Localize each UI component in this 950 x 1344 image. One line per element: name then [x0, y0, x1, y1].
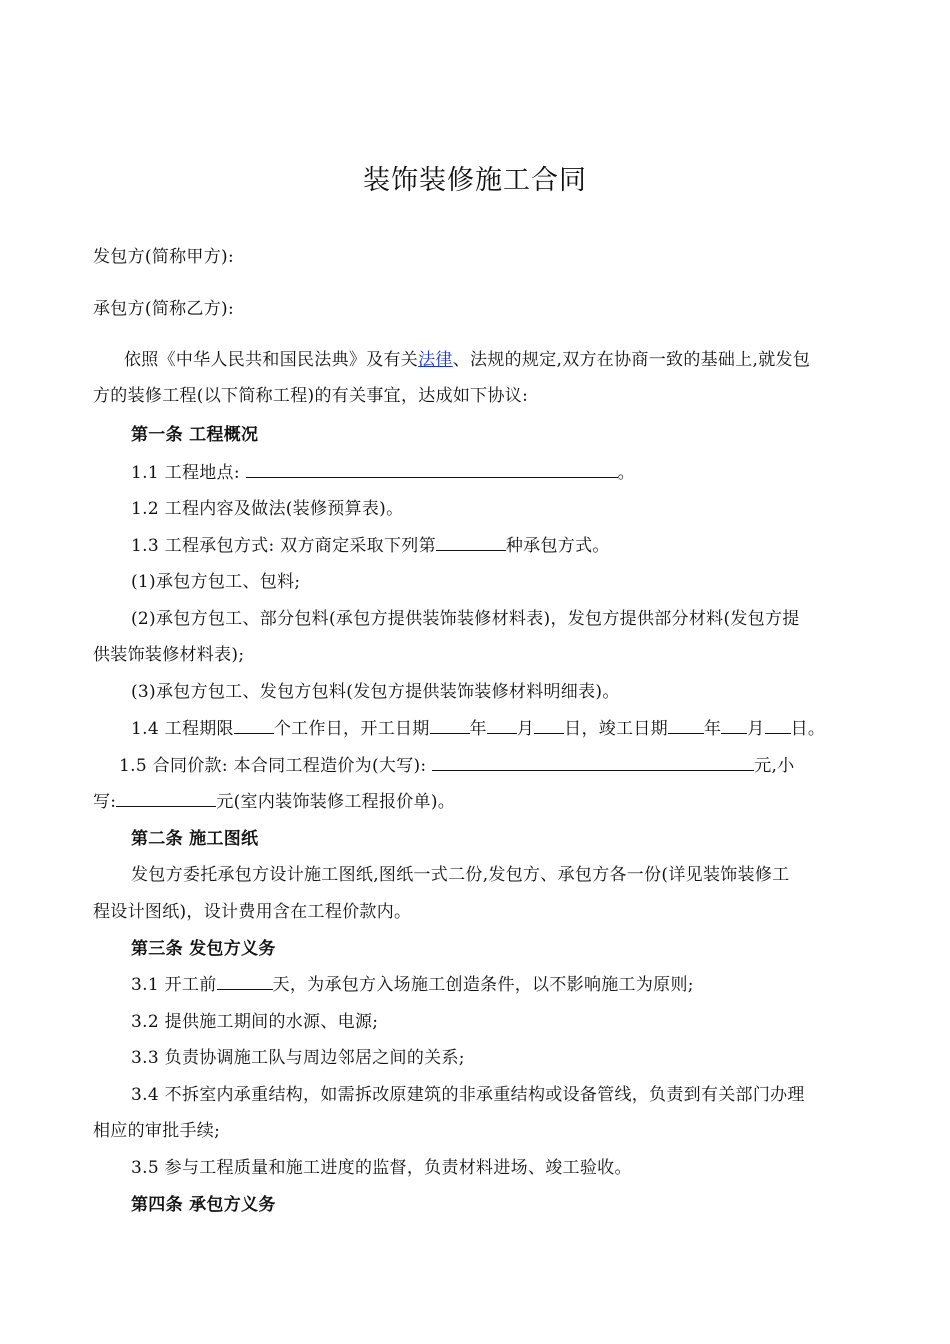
- item-1-3-text-b: 种承包方式。: [505, 536, 610, 556]
- item-1-5-text-a: 1.5 合同价款: 本合同工程造价为(大写):: [119, 756, 427, 776]
- item-1-1-label: 1.1 工程地点:: [131, 463, 240, 483]
- item-3-4-line-2: 相应的审批手续;: [93, 1121, 221, 1141]
- intro-paragraph-line-2: 方的装修工程(以下简称工程)的有关事宜，达成如下协议:: [93, 386, 529, 406]
- party-b-line: 承包方(简称乙方):: [93, 299, 234, 319]
- option-1: (1)承包方包工、包料;: [131, 572, 301, 592]
- item-1-4-text-h: 日。: [790, 719, 826, 739]
- item-1-1: [131, 460, 635, 486]
- item-3-4-line-1: 3.4 不拆室内承重结构，如需拆改原建筑的非承重结构或设备管线，负责到有关部门办理: [131, 1085, 805, 1105]
- item-1-4-text-c: 年: [469, 719, 487, 739]
- item-1-4: [131, 716, 825, 742]
- item-1-4-text-a: 1.4 工程期限: [131, 719, 234, 739]
- item-1-4-text-d: 月: [516, 719, 535, 739]
- item-3-1: [131, 972, 694, 998]
- item-1-1-end: 。: [617, 463, 635, 483]
- article-4-heading: 第四条 承包方义务: [131, 1195, 276, 1215]
- item-1-4-text-f: 年: [703, 719, 722, 739]
- item-1-4-text-b: 个工作日，开工日期: [273, 719, 430, 739]
- end-day-blank: [765, 717, 791, 734]
- intro-paragraph-line-1: [124, 347, 810, 373]
- item-3-1-text-a: 3.1 开工前: [131, 975, 217, 995]
- option-2-line-1: (2)承包方包工、部分包料(承包方提供装饰装修材料表)，发包方提供部分材料(发包方提: [131, 609, 800, 629]
- option-2-line-2: 供装饰装修材料表);: [93, 645, 245, 665]
- article-1-heading: 第一条 工程概况: [131, 425, 259, 445]
- option-3: (3)承包方包工、发包方包料(发包方提供装饰装修材料明细表)。: [131, 682, 620, 702]
- price-number-blank: [116, 790, 216, 807]
- article-2-line-1: 发包方委托承包方设计施工图纸,图纸一式二份,发包方、承包方各一份(详见装饰装修工: [131, 865, 790, 885]
- article-2-line-2: 程设计图纸)，设计费用含在工程价款内。: [93, 902, 412, 922]
- article-2-heading: 第二条 施工图纸: [131, 829, 259, 849]
- article-3-heading: 第三条 发包方义务: [131, 939, 276, 959]
- start-month-blank: [487, 717, 517, 734]
- law-link[interactable]: 法律: [418, 350, 453, 370]
- intro-text-b: 、法规的规定,双方在协商一致的基础上,就发包: [452, 350, 811, 370]
- item-1-5-line-1: [119, 753, 795, 779]
- item-1-5-text-c: 写:: [93, 792, 117, 812]
- item-1-5-text-d: 元(室内装饰装修工程报价单)。: [216, 792, 456, 812]
- work-days-blank: [234, 717, 274, 734]
- location-blank: [246, 461, 618, 478]
- item-3-5: 3.5 参与工程质量和施工进度的监督，负责材料进场、竣工验收。: [131, 1158, 632, 1178]
- item-1-5-text-b: 元,小: [754, 756, 795, 776]
- intro-text-a: 依照《中华人民共和国民法典》及有关: [124, 350, 419, 370]
- end-year-blank: [668, 717, 704, 734]
- item-1-4-text-g: 月: [747, 719, 765, 739]
- document-title: 装饰装修施工合同: [363, 165, 587, 196]
- item-1-3: [131, 533, 610, 559]
- party-a-line: 发包方(简称甲方):: [93, 247, 234, 267]
- item-1-3-text-a: 1.3 工程承包方式: 双方商定采取下列第: [131, 536, 436, 556]
- start-year-blank: [430, 717, 470, 734]
- contract-mode-blank: [436, 534, 506, 551]
- item-3-2: 3.2 提供施工期间的水源、电源;: [131, 1012, 379, 1032]
- price-uppercase-blank: [432, 754, 754, 771]
- start-day-blank: [534, 717, 564, 734]
- item-3-1-text-b: 天，为承包方入场施工创造条件，以不影响施工为原则;: [272, 975, 694, 995]
- end-month-blank: [721, 717, 747, 734]
- item-1-5-line-2: [93, 789, 455, 815]
- days-before-start-blank: [217, 973, 273, 990]
- item-3-3: 3.3 负责协调施工队与周边邻居之间的关系;: [131, 1048, 465, 1068]
- item-1-2: 1.2 工程内容及做法(装修预算表)。: [131, 499, 404, 519]
- item-1-4-text-e: 日，竣工日期: [564, 719, 668, 739]
